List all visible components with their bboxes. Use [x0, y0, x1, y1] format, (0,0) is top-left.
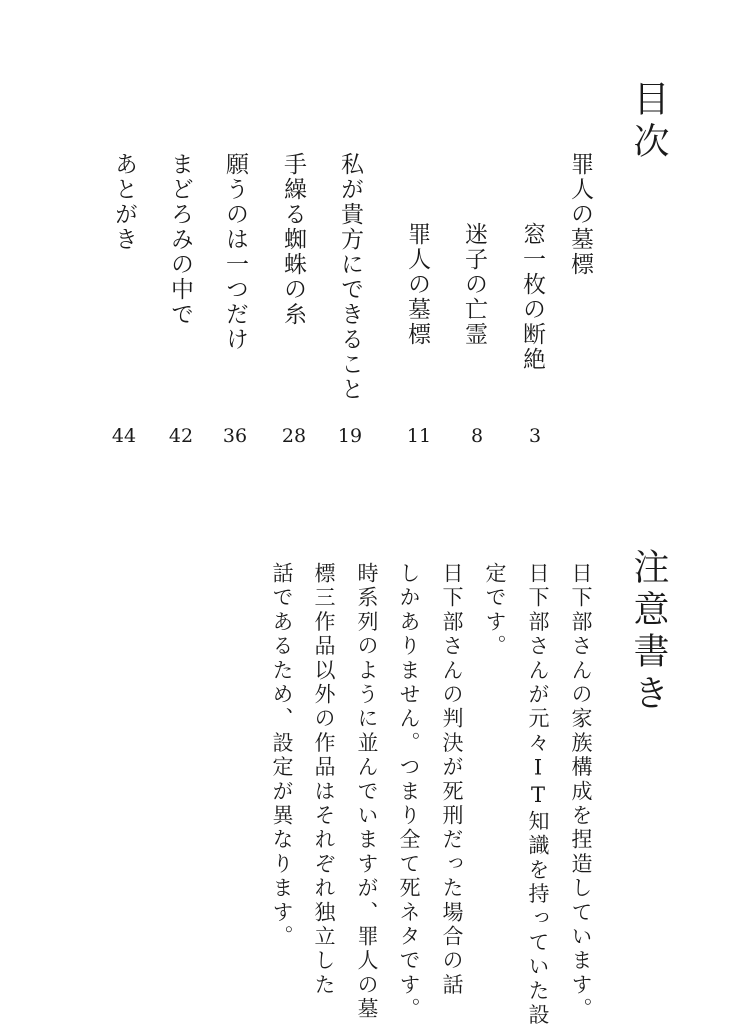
- toc-entry-page: 11: [406, 425, 432, 447]
- toc-heading: 目次: [628, 80, 669, 164]
- notes-line: しかありません。つまり全て死ネタです。: [397, 562, 421, 1022]
- toc-entry-page: 42: [168, 425, 194, 447]
- notes-heading: 注意書き: [628, 548, 669, 716]
- toc-entry-title: 手繰る蜘蛛の糸: [280, 152, 306, 327]
- toc-entry-title: 私が貴方にできること: [337, 152, 363, 402]
- notes-line: 標三作品以外の作品はそれぞれ独立した: [312, 562, 336, 998]
- toc-entry-title: まどろみの中で: [167, 152, 193, 327]
- toc-entry-title: あとがき: [111, 152, 137, 252]
- notes-line: 日下部さんの判決が死刑だった場合の話: [440, 562, 464, 998]
- toc-entry-page: 19: [337, 425, 363, 447]
- notes-line: 定です。: [483, 562, 507, 659]
- toc-entry-page: 44: [111, 425, 137, 447]
- notes-line: 話であるため、設定が異なります。: [270, 562, 294, 950]
- toc-entry-title: 願うのは一つだけ: [222, 152, 248, 352]
- toc-entry-title: 罪人の墓標: [404, 222, 430, 347]
- toc-entry-title: 窓一枚の断絶: [519, 222, 545, 372]
- notes-line: 時系列のように並んでいますが、罪人の墓: [355, 562, 379, 1022]
- toc-entry-page: 3: [528, 425, 542, 447]
- notes-line: 日下部さんが元々IT知識を持っていた設: [526, 562, 550, 1028]
- toc-entry-page: 28: [281, 425, 307, 447]
- toc-entry-page: 36: [222, 425, 248, 447]
- toc-entry-title: 罪人の墓標: [567, 152, 593, 277]
- toc-entry-page: 8: [470, 425, 484, 447]
- toc-entry-title: 迷子の亡霊: [461, 222, 487, 347]
- notes-line: 日下部さんの家族構成を捏造しています。: [569, 562, 593, 1022]
